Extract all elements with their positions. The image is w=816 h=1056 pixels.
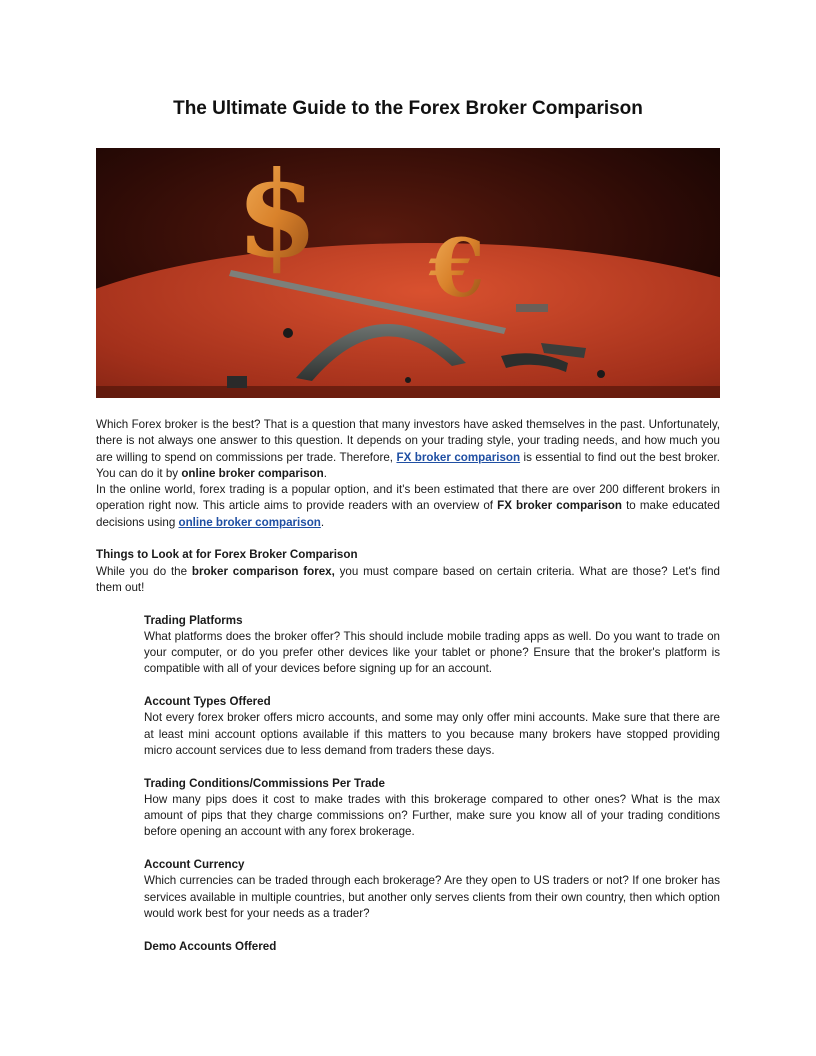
things-heading: Things to Look at for Forex Broker Comparison [96,548,358,562]
online-broker-comparison-link[interactable]: online broker comparison [178,515,321,529]
things-text: you must compare based on certain criteria. What are those? Let's find them out! [96,564,720,594]
intro-bold-text: FX broker comparison [497,499,622,513]
intro-text: is essential to find out the best broker. You can do it by [96,450,720,480]
things-text: While you do the [96,564,192,578]
section-text: How many pips does it cost to make trades with this brokerage compared to other ones? What is the max amount of pips that they charge commissions on? Further, make sure you know all of your trading conditions before opening an account with any forex brokerage. [144,792,720,839]
intro-text: In the online world, forex trading is a popular option, and it's been estimated that there are over 200 different brokers in operation right now. This article aims to provide readers with an overview of [96,483,720,513]
fx-broker-comparison-link[interactable]: FX broker comparison [396,450,521,464]
section-text: Which currencies can be traded through each brokerage? Are they open to US traders or not? If one broker has services available in multiple countries, but another only serves clients from their own country, then which option would work best for your needs as a trader? [144,874,720,920]
intro-paragraph-1 [96,417,720,482]
svg-text:$: $ [236,148,319,284]
section-heading: Trading Conditions/Commissions Per Trade [144,776,385,790]
section-heading: Account Types Offered [144,695,271,709]
page-title: The Ultimate Guide to the Forex Broker Comparison [173,98,643,119]
intro-text: to make educated decisions using [96,499,721,529]
section-heading: Account Currency [144,858,245,872]
currency-balance-image [96,148,720,398]
things-paragraph [96,564,720,597]
intro-bold-text: online broker comparison [181,466,324,480]
intro-text: Which Forex broker is the best? That is a question that many investors have asked themselves in the past. Unfortunately, there is not always one answer to this question. It depends on your trading style, your trading needs, and how much you are willing to spend on commissions per trade. Therefore, [96,418,720,464]
intro-text: . [320,515,325,529]
intro-text: . [323,466,327,480]
section-heading: Trading Platforms [144,613,243,627]
hero-image [96,148,720,398]
section-heading: Demo Accounts Offered [144,939,277,953]
section-text: What platforms does the broker offer? This should include mobile trading apps as well. Do you want to trade on your computer, or do you prefer other devices like your tablet or phone? Ensure that the broker's platform is compatible with all of your devices before signing up for an account. [144,629,720,676]
things-bold-text: broker comparison forex, [191,564,335,578]
section-text: Not every forex broker offers micro accounts, and some may only offer mini accounts. Make sure that there are at least mini account options available if this matters to you because many brokers have stopped providing micro account services due to less demand from traders these days. [144,711,720,757]
intro-paragraph-2 [96,482,720,531]
svg-text:€: € [429,221,485,315]
criteria-list [144,613,720,955]
